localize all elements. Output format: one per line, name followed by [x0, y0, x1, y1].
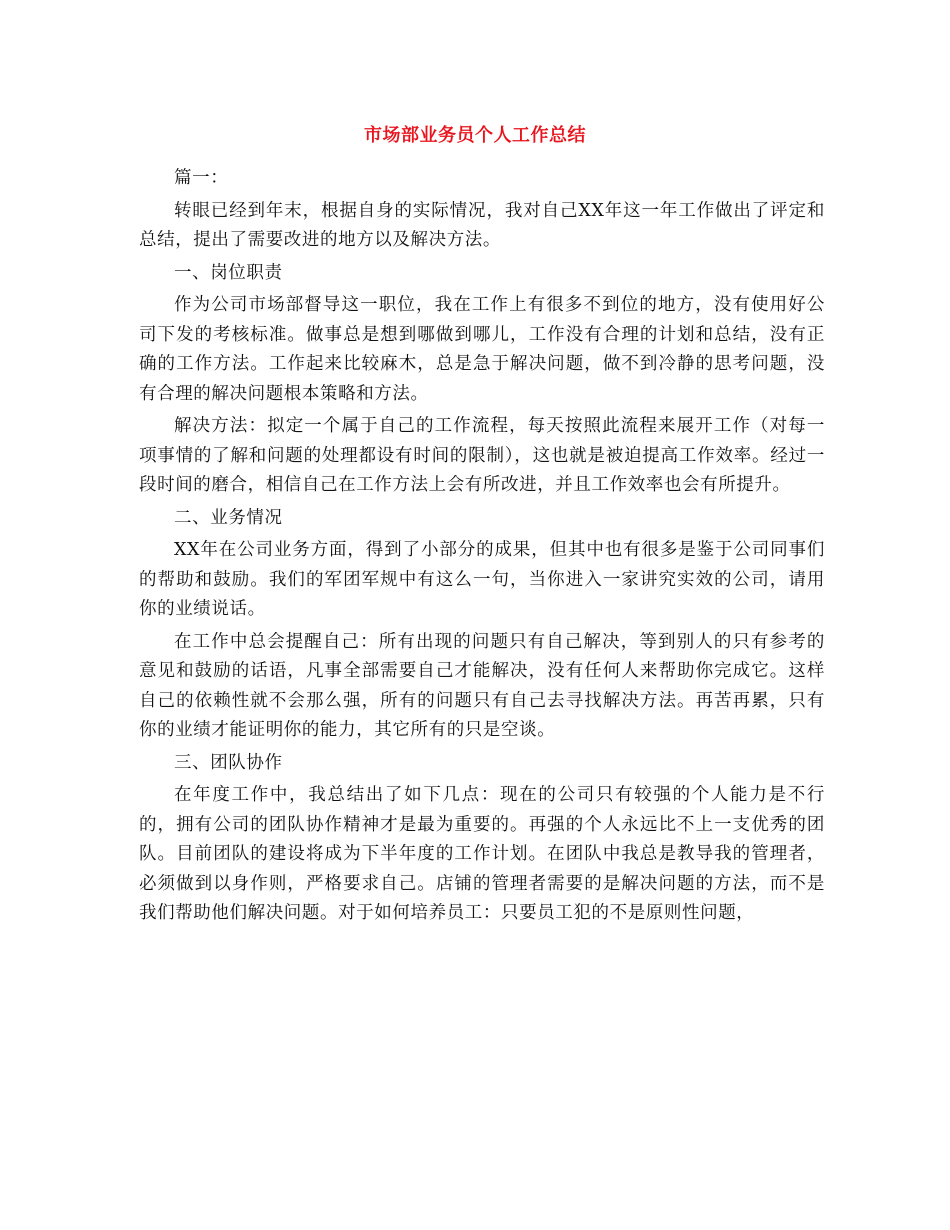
paragraph: 转眼已经到年末，根据自身的实际情况，我对自己XX年这一年工作做出了评定和总结，提出了需要改进的地方以及解决方法。 [139, 200, 825, 250]
section-heading: 三、团队协作 [174, 752, 283, 773]
paragraph: 作为公司市场部督导这一职位，我在工作上有很多不到位的地方，没有使用好公司下发的考核标准。做事总是想到哪做到哪儿，工作没有合理的计划和总结，没有正确的工作方法。工作起来比较麻木，总是急于解决问题，做不到冷静的思考问题，没有合理的解决问题根本策略和方法。 [139, 295, 825, 404]
section-heading: 二、业务情况 [174, 507, 283, 528]
section-label: 篇一： [174, 168, 229, 188]
document-body [139, 164, 825, 932]
document-title: 市场部业务员个人工作总结 [364, 125, 586, 146]
paragraph: 解决方法：拟定一个属于自己的工作流程，每天按照此流程来展开工作（对每一项事情的了解和问题的处理都设有时间的限制），这也就是被迫提高工作效率。经过一段时间的磨合，相信自己在工作方法上会有所改进，并且工作效率也会有所提升。 [139, 416, 825, 495]
paragraph: 在年度工作中，我总结出了如下几点：现在的公司只有较强的个人能力是不行的，拥有公司的团队协作精神才是最为重要的。再强的个人永远比不上一支优秀的团队。目前团队的建设将成为下半年度的工作计划。在团队中我总是教导我的管理者，必须做到以身作则，严格要求自己。店铺的管理者需要的是解决问题的方法，而不是我们帮助他们解决问题。对于如何培养员工：只要员工犯的不是原则性问题， [139, 785, 825, 923]
paragraph: XX年在公司业务方面，得到了小部分的成果，但其中也有很多是鉴于公司同事们的帮助和鼓励。我们的军团军规中有这么一句，当你进入一家讲究实效的公司，请用你的业绩说话。 [139, 540, 825, 619]
section-heading: 一、岗位职责 [174, 262, 283, 283]
paragraph: 在工作中总会提醒自己：所有出现的问题只有自己解决，等到别人的只有参考的意见和鼓励的话语，凡事全部需要自己才能解决，没有任何人来帮助你完成它。这样自己的依赖性就不会那么强，所有的问题只有自己去寻找解决方法。再苦再累，只有你的业绩才能证明你的能力，其它所有的只是空谈。 [139, 631, 825, 740]
